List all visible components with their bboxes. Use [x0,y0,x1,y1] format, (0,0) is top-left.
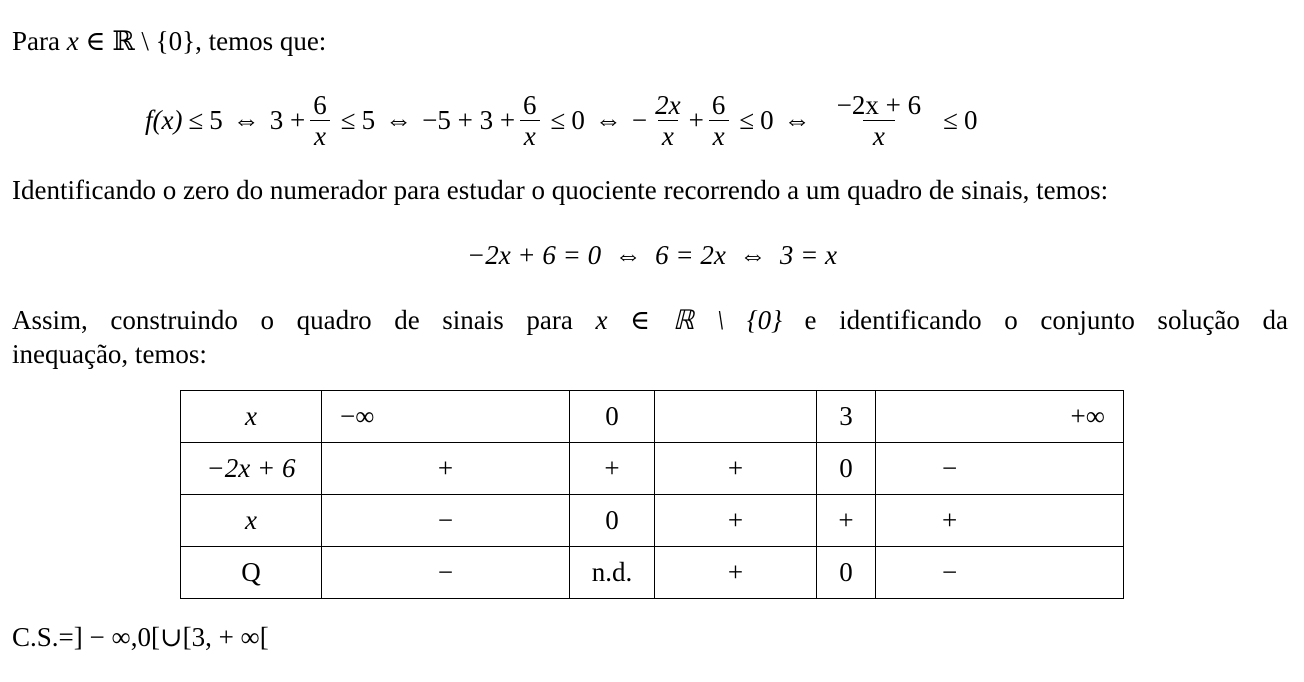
table-cell: 0 [817,547,876,599]
step2-a: −5 + 3 + [422,104,516,135]
table-cell [876,547,1124,599]
five: 5 [361,104,376,135]
table-cell-label: x [181,391,322,443]
table-cell-value: − [942,453,958,483]
table-cell: − [322,495,570,547]
equation-1 [145,86,977,154]
table-cell: + [570,443,655,495]
p3-text-a: Assim, construindo o quadro de sinais para [12,305,573,335]
table-cell: + [322,443,570,495]
p3-set: x ∈ ℝ \ {0} [595,305,782,335]
zero: 0 [963,104,978,135]
table-cell: + [655,443,817,495]
table-cell [322,391,570,443]
table-cell: 0 [570,391,655,443]
fraction-numerator: 2x [655,89,681,120]
iff-symbol: ⇔ [385,104,413,135]
intro-text-after: , temos que: [195,26,327,56]
table-cell [876,391,1124,443]
table-cell-value: + [942,505,958,535]
fraction-denominator: x [658,120,678,151]
table-cell: 0 [570,495,655,547]
minus-sign: − [631,104,648,135]
step1-a: 3 + [269,104,306,135]
table-cell [876,443,1124,495]
fraction-final [827,90,931,151]
table-cell [876,495,1124,547]
table-cell [655,391,817,443]
intro-set: ∈ ℝ \ {0} [85,26,196,56]
intro-line [12,26,326,57]
table-cell: − [322,547,570,599]
fraction-numerator: 6 [711,89,726,120]
equation-2 [0,240,1304,271]
iff-symbol: ⇔ [783,104,811,135]
table-cell: 3 [817,391,876,443]
equation-2-text: −2x + 6 = 0 ⇔ 6 = 2x ⇔ 3 = x [466,240,838,270]
paragraph-3-line-2: inequação, temos: [12,339,207,369]
fraction-2x-over-x [651,90,684,151]
table-cell: + [655,495,817,547]
fraction-6-over-x [309,90,331,151]
le-symbol: ≤ [550,104,566,135]
table-cell-label: Q [181,547,322,599]
table-cell: 0 [817,443,876,495]
neg-infinity: −∞ [340,401,375,431]
paragraph-3-line-1 [12,305,1288,336]
le-symbol: ≤ [340,104,356,135]
plus-sign: + [688,104,704,135]
table-row [181,547,1124,599]
five: 5 [209,104,223,135]
table-header-row [181,391,1124,443]
fraction-numerator: 6 [523,89,537,120]
pos-infinity: +∞ [1070,401,1105,431]
intro-var: x [66,26,79,56]
table-cell: + [655,547,817,599]
le-symbol: ≤ [943,104,958,135]
paragraph-2: Identificando o zero do numerador para estudar o quociente recorrendo a um quadro de sinais, temos: [12,175,1109,205]
intro-text: Para [12,26,60,56]
solution-set: C.S.=] − ∞,0[∪[3, + ∞[ [12,622,269,652]
table-row [181,443,1124,495]
table-cell-label: −2x + 6 [181,443,322,495]
zero: 0 [760,104,774,135]
le-symbol: ≤ [739,104,755,135]
fraction-denominator: x [709,120,729,151]
fraction-denominator: x [520,120,540,151]
table-cell: n.d. [570,547,655,599]
fraction-denominator: x [863,120,895,151]
fraction-numerator: −2x + 6 [836,89,922,120]
fraction-numerator: 6 [313,89,327,120]
zero: 0 [571,104,585,135]
fraction-denominator: x [310,120,330,151]
table-row [181,495,1124,547]
fraction-6-over-x [708,90,730,151]
fraction-6-over-x [519,90,541,151]
sign-table [180,390,1124,599]
table-cell: + [817,495,876,547]
iff-symbol: ⇔ [594,104,622,135]
table-cell-value: − [942,557,958,587]
p3-text-b: e identificando o conjunto solução da [804,305,1289,335]
f-lhs: f(x) [145,104,183,135]
table-cell-label: x [181,495,322,547]
le-symbol: ≤ [188,104,204,135]
iff-symbol: ⇔ [232,104,260,135]
